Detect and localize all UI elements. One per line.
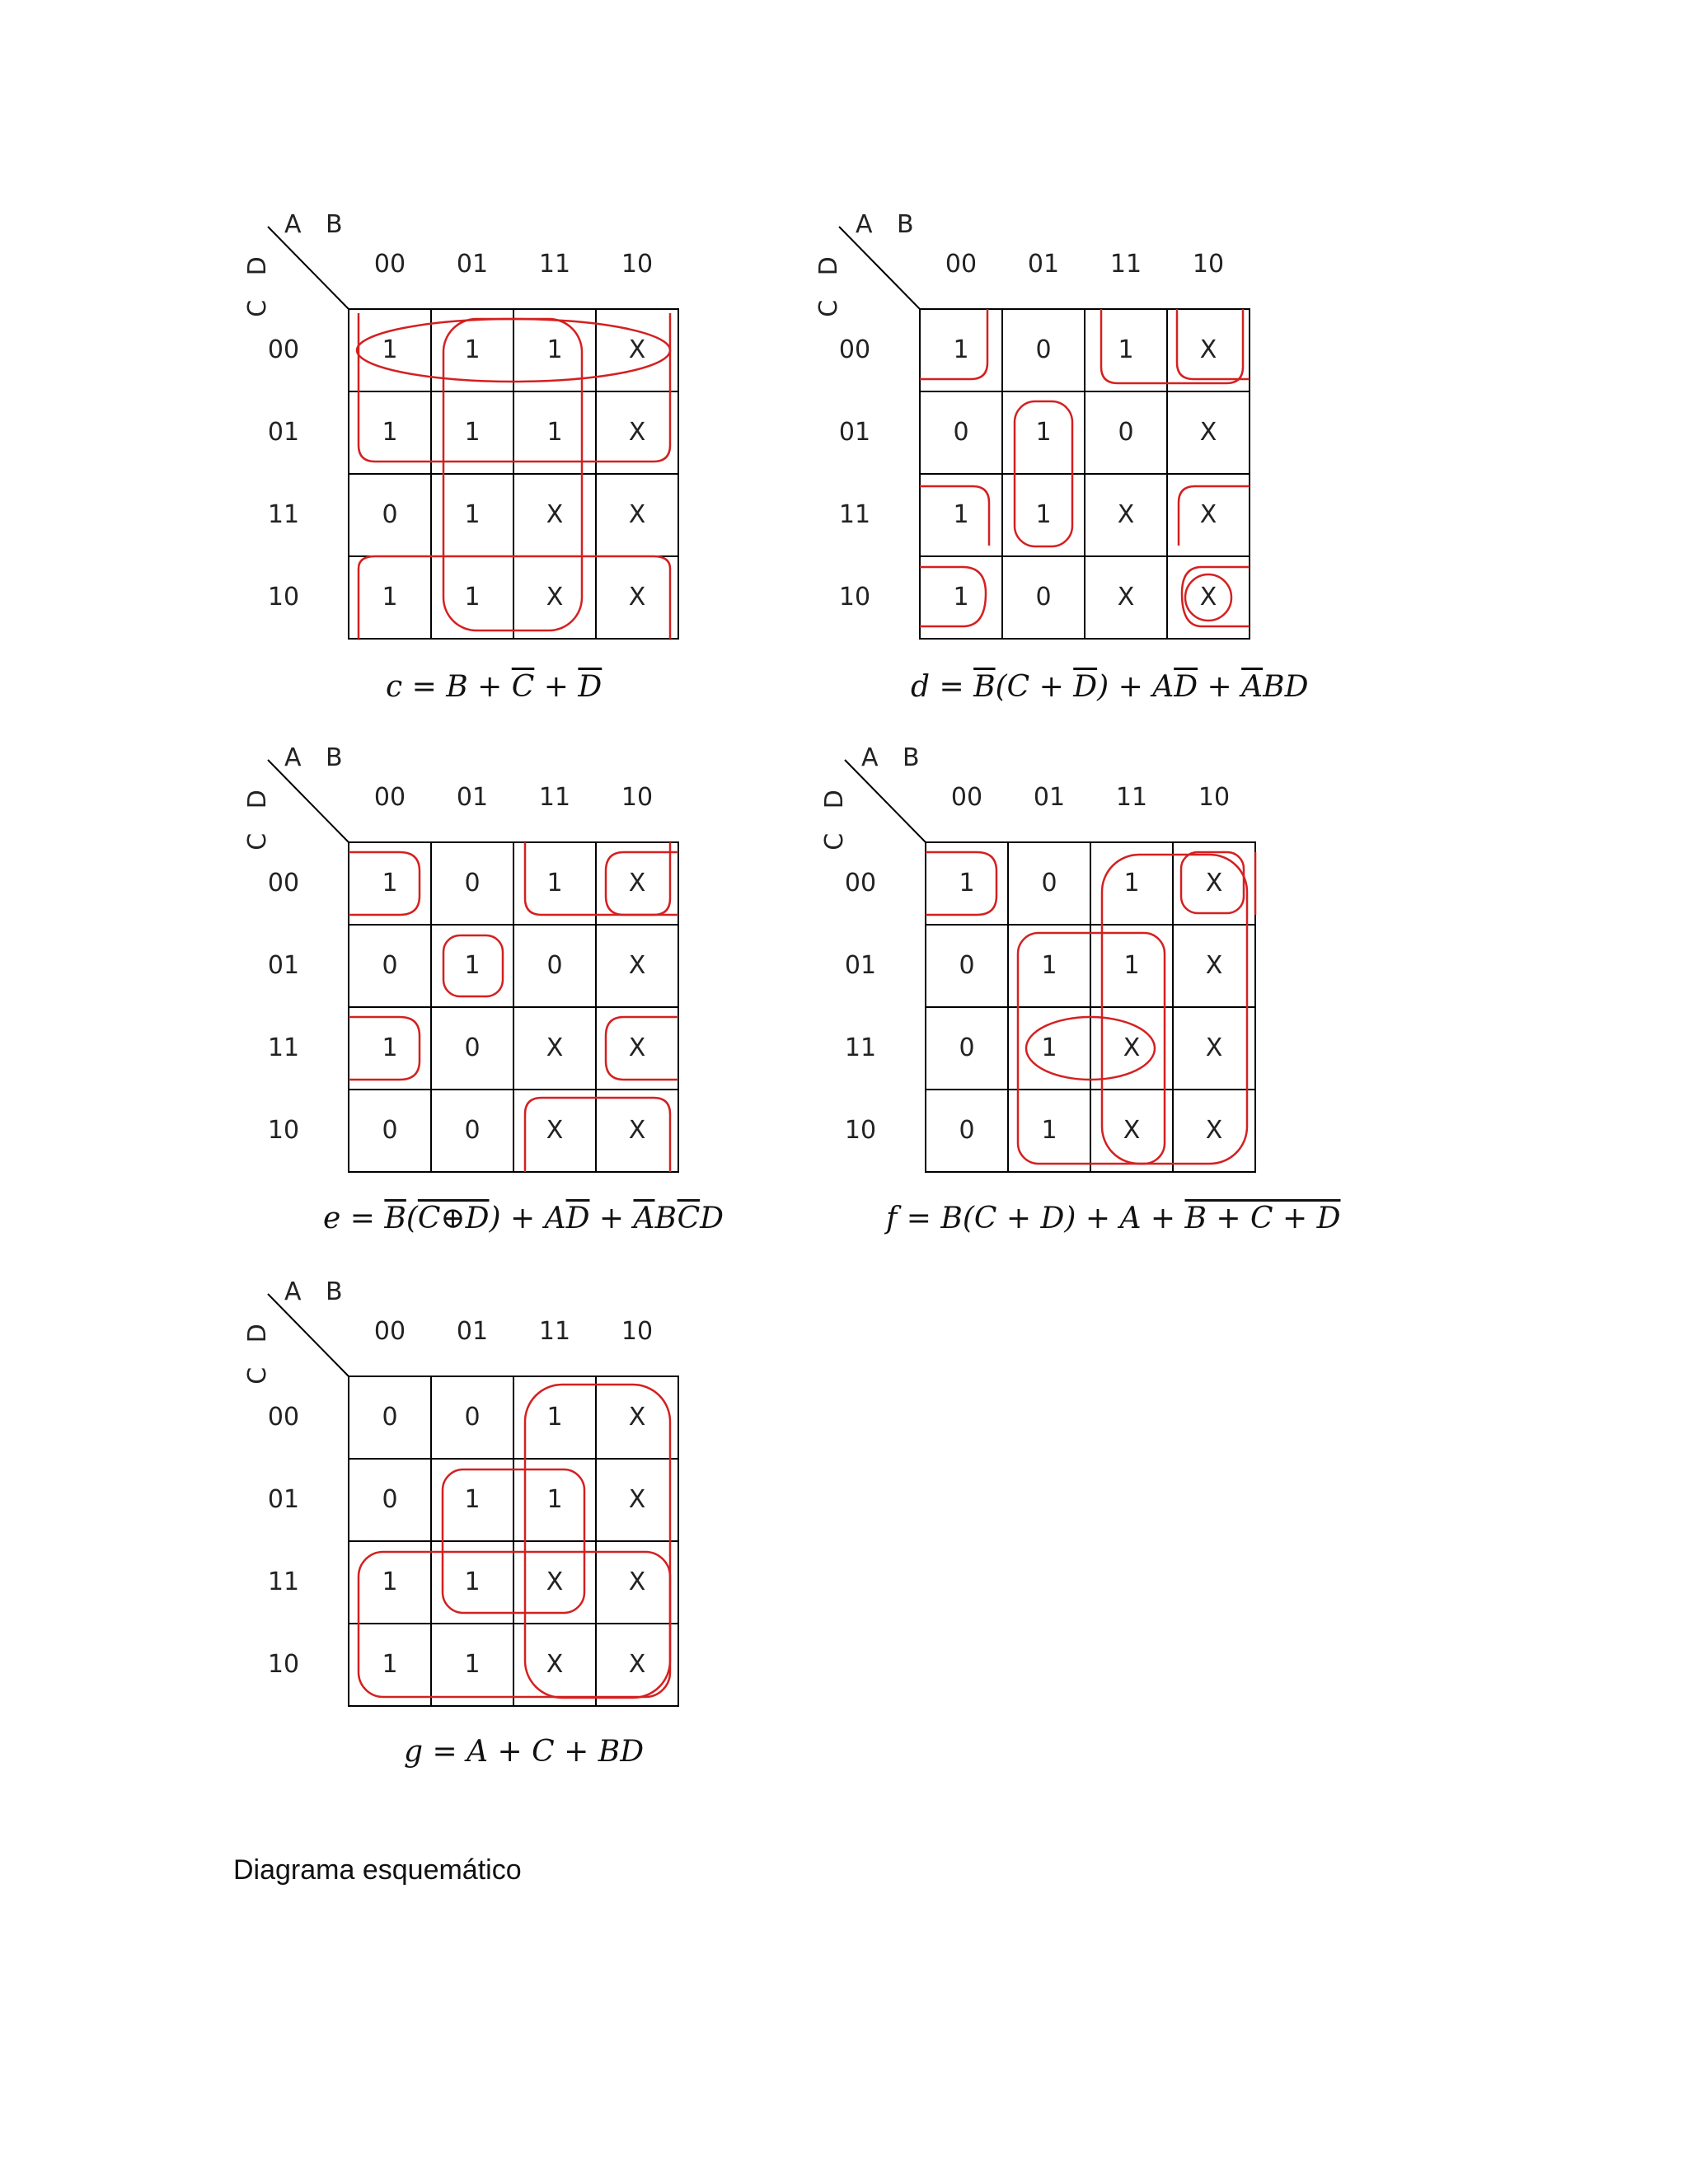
kmap-f bbox=[820, 739, 1265, 1201]
col-label: 01 bbox=[456, 783, 489, 812]
cd-header: C D bbox=[819, 781, 849, 851]
ab-header: A B bbox=[284, 1277, 351, 1306]
kmap-cell: X bbox=[546, 1033, 564, 1062]
kmap-cell: X bbox=[1205, 951, 1223, 980]
kmap-cell: 1 bbox=[953, 500, 969, 529]
kmap-cell: 1 bbox=[953, 335, 969, 364]
kmap-cell: 0 bbox=[959, 951, 975, 980]
row-label: 00 bbox=[844, 869, 877, 898]
ab-header: A B bbox=[856, 210, 922, 239]
kmap-cell: X bbox=[1117, 500, 1135, 529]
kmap-cell: 1 bbox=[382, 1568, 398, 1596]
col-label: 01 bbox=[1027, 250, 1060, 279]
col-label: 01 bbox=[1033, 783, 1066, 812]
kmap-cell: X bbox=[1199, 583, 1217, 612]
row-label: 11 bbox=[267, 1033, 300, 1062]
col-label: 10 bbox=[621, 1317, 654, 1346]
cd-header: C D bbox=[242, 1315, 272, 1385]
kmap-c bbox=[243, 206, 688, 668]
row-label: 11 bbox=[267, 1568, 300, 1596]
section-caption: Diagrama esquemático bbox=[233, 1854, 522, 1886]
kmap-cell: 1 bbox=[464, 418, 481, 447]
kmap-cell: X bbox=[1205, 1033, 1223, 1062]
row-label: 01 bbox=[838, 418, 871, 447]
kmap-cell: 0 bbox=[464, 869, 481, 898]
col-label: 11 bbox=[538, 250, 571, 279]
kmap-cell: 1 bbox=[464, 1485, 481, 1514]
kmap-cell: 0 bbox=[382, 1116, 398, 1145]
row-label: 01 bbox=[267, 951, 300, 980]
ab-header: A B bbox=[284, 743, 351, 772]
kmap-cell: 1 bbox=[1035, 500, 1052, 529]
kmap-cell: X bbox=[1123, 1033, 1141, 1062]
kmap-cell: X bbox=[628, 1650, 646, 1679]
kmap-cell: X bbox=[546, 1650, 564, 1679]
kmap-g bbox=[243, 1273, 688, 1735]
corner-diagonal bbox=[268, 760, 349, 842]
kmap-d bbox=[814, 206, 1259, 668]
kmap-cell: 0 bbox=[1035, 583, 1052, 612]
col-label: 00 bbox=[373, 1317, 406, 1346]
kmap-cell: X bbox=[546, 500, 564, 529]
kmap-cell: X bbox=[1199, 335, 1217, 364]
kmap-cell: 1 bbox=[546, 869, 563, 898]
formula-e: $e = \overline{B}(C\oplus D) + A\overline{D} + \overline{A}B\overline{C}D$ bbox=[323, 1202, 724, 1235]
kmap-cell: 1 bbox=[382, 869, 398, 898]
ab-header: A B bbox=[284, 210, 351, 239]
row-label: 11 bbox=[844, 1033, 877, 1062]
kmap-cell: X bbox=[628, 500, 646, 529]
kmap-cell: X bbox=[628, 1568, 646, 1596]
corner-diagonal bbox=[268, 227, 349, 309]
kmap-cell: X bbox=[628, 1116, 646, 1145]
kmap-cell: 1 bbox=[464, 583, 481, 612]
kmap-cell: 1 bbox=[464, 335, 481, 364]
kmap-cell: X bbox=[628, 583, 646, 612]
kmap-cell: 1 bbox=[382, 335, 398, 364]
kmap-cell: 0 bbox=[464, 1033, 481, 1062]
kmap-cell: 0 bbox=[464, 1116, 481, 1145]
kmap-cell: 1 bbox=[464, 1568, 481, 1596]
row-label: 11 bbox=[267, 500, 300, 529]
col-label: 00 bbox=[373, 250, 406, 279]
kmap-cell: 1 bbox=[382, 583, 398, 612]
col-label: 10 bbox=[621, 783, 654, 812]
row-label: 10 bbox=[267, 583, 300, 612]
row-label: 00 bbox=[838, 335, 871, 364]
kmap-cell: 1 bbox=[464, 500, 481, 529]
cd-header: C D bbox=[242, 248, 272, 317]
row-label: 10 bbox=[838, 583, 871, 612]
kmap-cell: 1 bbox=[382, 1650, 398, 1679]
kmap-cell: X bbox=[628, 1403, 646, 1432]
kmap-cell: X bbox=[546, 1568, 564, 1596]
kmap-cell: 0 bbox=[382, 951, 398, 980]
kmap-cell: X bbox=[1199, 500, 1217, 529]
kmap-cell: 0 bbox=[1035, 335, 1052, 364]
col-label: 01 bbox=[456, 1317, 489, 1346]
kmap-cell: 0 bbox=[959, 1033, 975, 1062]
kmap-cell: X bbox=[1123, 1116, 1141, 1145]
kmap-cell: 1 bbox=[1041, 951, 1057, 980]
cd-header: C D bbox=[814, 248, 843, 317]
row-label: 10 bbox=[844, 1116, 877, 1145]
cd-header: C D bbox=[242, 781, 272, 851]
row-label: 10 bbox=[267, 1116, 300, 1145]
kmap-cell: 1 bbox=[546, 335, 563, 364]
kmap-cell: X bbox=[628, 1485, 646, 1514]
corner-diagonal bbox=[268, 1294, 349, 1376]
col-label: 10 bbox=[1198, 783, 1231, 812]
kmap-cell: X bbox=[1205, 1116, 1223, 1145]
col-label: 10 bbox=[1192, 250, 1225, 279]
kmap-cell: 1 bbox=[546, 1403, 563, 1432]
kmap-cell: X bbox=[1199, 418, 1217, 447]
col-label: 01 bbox=[456, 250, 489, 279]
kmap-cell: 1 bbox=[1041, 1033, 1057, 1062]
kmap-cell: 1 bbox=[1118, 335, 1134, 364]
kmap-cell: 1 bbox=[546, 418, 563, 447]
kmap-cell: 1 bbox=[1041, 1116, 1057, 1145]
kmap-cell: X bbox=[546, 1116, 564, 1145]
kmap-cell: 0 bbox=[1041, 869, 1057, 898]
kmap-cell: 0 bbox=[382, 500, 398, 529]
kmap-cell: 1 bbox=[464, 951, 481, 980]
row-label: 01 bbox=[844, 951, 877, 980]
row-label: 11 bbox=[838, 500, 871, 529]
formula-g: g = A + C + BD bbox=[404, 1735, 645, 1769]
kmap-cell: X bbox=[628, 418, 646, 447]
kmap-cell: X bbox=[1205, 869, 1223, 898]
kmap-cell: 0 bbox=[953, 418, 969, 447]
row-label: 01 bbox=[267, 418, 300, 447]
col-label: 00 bbox=[950, 783, 983, 812]
row-label: 00 bbox=[267, 869, 300, 898]
col-label: 11 bbox=[538, 783, 571, 812]
col-label: 00 bbox=[945, 250, 978, 279]
col-label: 11 bbox=[538, 1317, 571, 1346]
kmap-cell: 1 bbox=[959, 869, 975, 898]
formula-c: $c = B + \overline{C} + \overline{D}$ bbox=[386, 670, 603, 704]
kmap-cell: X bbox=[628, 951, 646, 980]
kmap-cell: 0 bbox=[546, 951, 563, 980]
kmap-cell: 1 bbox=[546, 1485, 563, 1514]
corner-diagonal bbox=[839, 227, 920, 309]
kmap-cell: 1 bbox=[382, 418, 398, 447]
col-label: 10 bbox=[621, 250, 654, 279]
kmap-cell: 1 bbox=[464, 1650, 481, 1679]
kmap-cell: 0 bbox=[959, 1116, 975, 1145]
kmap-cell: X bbox=[628, 1033, 646, 1062]
col-label: 11 bbox=[1109, 250, 1142, 279]
kmap-cell: 1 bbox=[953, 583, 969, 612]
kmap-cell: 1 bbox=[1123, 869, 1140, 898]
corner-diagonal bbox=[845, 760, 926, 842]
kmap-cell: 1 bbox=[1035, 418, 1052, 447]
row-label: 01 bbox=[267, 1485, 300, 1514]
formula-d: $d = \overline{B}(C + \overline{D}) + A\overline{D} + \overline{A}BD$ bbox=[911, 670, 1309, 704]
kmap-cell: X bbox=[628, 335, 646, 364]
kmap-cell: 0 bbox=[1118, 418, 1134, 447]
col-label: 11 bbox=[1115, 783, 1148, 812]
kmap-cell: 1 bbox=[1123, 951, 1140, 980]
kmap-cell: X bbox=[628, 869, 646, 898]
kmap-cell: 0 bbox=[382, 1485, 398, 1514]
ab-header: A B bbox=[861, 743, 928, 772]
kmap-cell: X bbox=[546, 583, 564, 612]
row-label: 00 bbox=[267, 1403, 300, 1432]
row-label: 10 bbox=[267, 1650, 300, 1679]
kmap-cell: 0 bbox=[382, 1403, 398, 1432]
kmap-cell: X bbox=[1117, 583, 1135, 612]
formula-f: f = B(C + D) + A + B + C + D bbox=[886, 1202, 1341, 1235]
kmap-e bbox=[243, 739, 688, 1201]
row-label: 00 bbox=[267, 335, 300, 364]
kmap-cell: 1 bbox=[382, 1033, 398, 1062]
col-label: 00 bbox=[373, 783, 406, 812]
kmap-cell: 0 bbox=[464, 1403, 481, 1432]
